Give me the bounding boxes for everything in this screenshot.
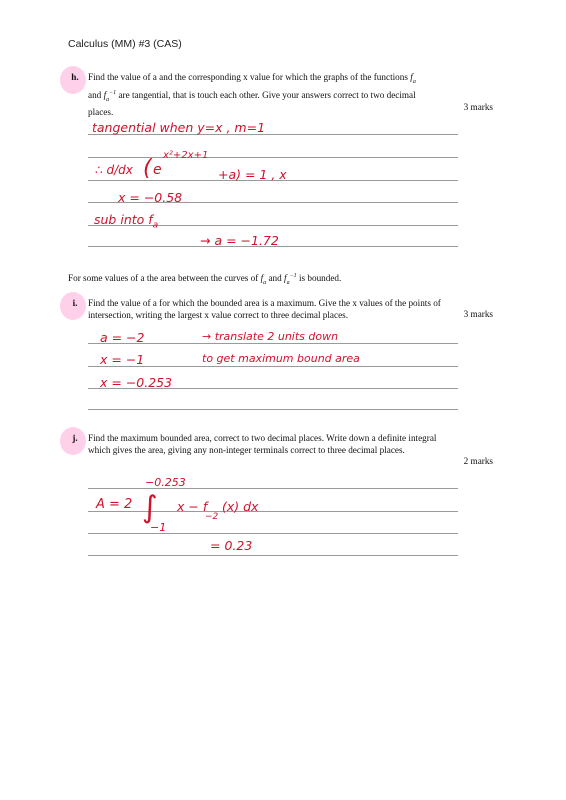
question-text-part: Find the value of a and the corresponding x value for which the graphs of the functions (88, 72, 408, 82)
func-f: f (410, 72, 413, 82)
handwriting-text: sub into f (94, 212, 153, 227)
integral-lower-limit: −1 (150, 521, 167, 534)
handwriting-line: x − f (177, 499, 208, 514)
handwriting-result: = 0.23 (210, 538, 253, 553)
handwriting-exponent: x²+2x+1 (163, 150, 209, 161)
intro-text (68, 273, 341, 286)
handwriting-line (94, 212, 158, 231)
func-finv: f (284, 273, 287, 284)
answer-line (88, 488, 458, 489)
func-f: f (260, 273, 264, 284)
handwriting-line: to get maximum bound area (202, 352, 360, 365)
intro-text-part: For some values of a the area between the curves of (68, 273, 259, 284)
question-label: i. (72, 298, 78, 308)
page-header: Calculus (MM) #3 (CAS) (68, 38, 182, 50)
func-sub: a (412, 78, 416, 85)
handwriting-line: → a = −1.72 (200, 233, 279, 248)
marks: 3 marks (463, 102, 493, 112)
question-label: h. (71, 72, 79, 82)
question-j (68, 433, 493, 473)
handwriting-line: x = −1 (100, 352, 145, 367)
intro-text-part: is bounded. (298, 273, 342, 284)
func-sub: a (263, 279, 267, 286)
integral-sign: ∫ (142, 490, 158, 525)
answer-line (88, 533, 458, 534)
func-sub: a (106, 97, 110, 104)
handwriting-line: x = −0.58 (118, 190, 183, 205)
answer-line (88, 409, 458, 410)
question-label: j. (72, 433, 78, 443)
handwriting-line: x = −0.253 (100, 375, 173, 390)
handwriting-paren: ( (143, 156, 152, 181)
question-text (88, 72, 443, 118)
answer-line (88, 555, 458, 556)
question-h (68, 72, 493, 117)
func-sup: −1 (289, 273, 297, 279)
handwriting-line: (x) dx (222, 499, 259, 514)
handwriting-line: tangential when y=x , m=1 (92, 120, 266, 135)
conj-and: and (268, 273, 282, 284)
func-sub: a (286, 279, 290, 286)
question-text: Find the maximum bounded area, correct to two decimal places. Write down a definite integral which gives the area, giving any non-integer terminals correct to three decimal places. (88, 433, 437, 455)
question-text-part: are tangential, that is touch each other. Give your answers correct to two decimal places. (88, 90, 416, 117)
handwriting-line: → translate 2 units down (202, 330, 339, 343)
handwriting-line: A = 2 (96, 497, 133, 512)
handwriting-sub: −2 (205, 512, 219, 522)
integral-upper-limit: −0.253 (145, 476, 186, 489)
conj-and: and (88, 90, 102, 101)
func-sup: −1 (109, 90, 117, 97)
handwriting-line: +a) = 1 , x (218, 167, 287, 182)
question-text: Find the value of a for which the bounded area is a maximum. Give the x values of the points of intersection, writing the largest x value correct to three decimal places. (88, 298, 441, 320)
handwriting-sub: a (152, 220, 159, 231)
handwriting-line: ∴ d/dx (95, 163, 133, 177)
marks: 3 marks (463, 309, 493, 319)
handwriting-line: a = −2 (100, 330, 145, 345)
question-i (68, 298, 493, 324)
func-finv: f (103, 90, 107, 101)
handwriting-e: e (153, 162, 162, 178)
marks: 2 marks (463, 456, 493, 466)
